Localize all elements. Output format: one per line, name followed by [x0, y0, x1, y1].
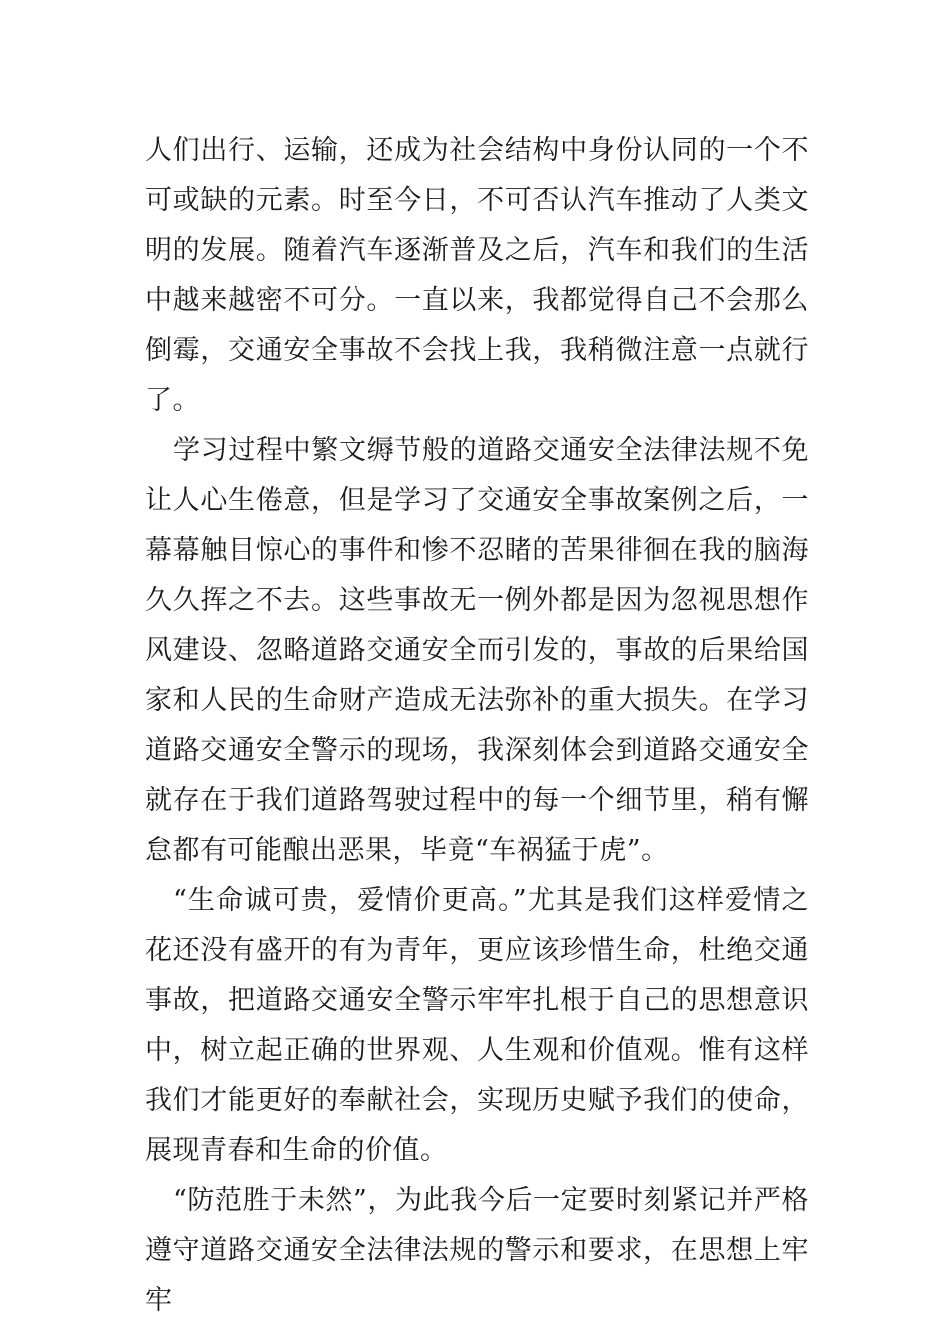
paragraph-2: 学习过程中繁文缛节般的道路交通安全法律法规不免让人心生倦意，但是学习了交通安全事故案例之后，一幕幕触目惊心的事件和惨不忍睹的苦果徘徊在我的脑海久久挥之不去。这些事故无一例外都是因为忽视思想作风建设、忽略道路交通安全而引发的，事故的后果给国家和人民的生命财产造成无法弥补的重大损失。在学习道路交通安全警示的现场，我深刻体会到道路交通安全就存在于我们道路驾驶过程中的每一个细节里，稍有懈怠都有可能酿出恶果，毕竟“车祸猛于虎”。: [145, 435, 809, 866]
paragraph-1: 人们出行、运输，还成为社会结构中身份认同的一个不可或缺的元素。时至今日，不可否认汽车推动了人类文明的发展。随着汽车逐渐普及之后，汽车和我们的生活中越来越密不可分。一直以来，我都觉得自己不会那么倒霉，交通安全事故不会找上我，我稍微注意一点就行了。: [145, 135, 809, 416]
document-body: [145, 126, 809, 1326]
paragraph-4: “防范胜于未然”，为此我今后一定要时刻紧记并严格遵守道路交通安全法律法规的警示和要求，在思想上牢牢: [145, 1185, 809, 1316]
paragraph-3: “生命诚可贵，爱情价更高。”尤其是我们这样爱情之花还没有盛开的有为青年，更应该珍惜生命，杜绝交通事故，把道路交通安全警示牢牢扎根于自己的思想意识中，树立起正确的世界观、人生观和价值观。惟有这样我们才能更好的奉献社会，实现历史赋予我们的使命，展现青春和生命的价值。: [145, 885, 809, 1166]
